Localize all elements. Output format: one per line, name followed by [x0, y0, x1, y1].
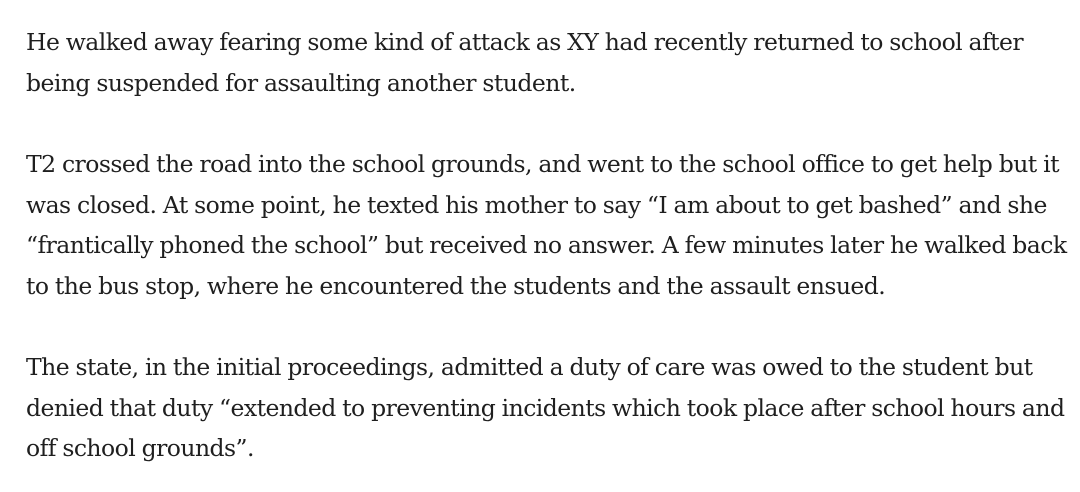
- paragraph-attack-fear: He walked away fearing some kind of attack as XY had recently returned to school after being suspended for assaulting another student.: [26, 28, 1024, 97]
- paragraph-school-office: T2 crossed the road into the school grounds, and went to the school office to get help but it was closed. At some point, he texted his mother to say “I am about to get bashed” and she “frantically phoned the school” but received no answer. A few minutes later he walked back to the bus stop, where he encountered the students and the assault ensued.: [26, 150, 1067, 300]
- paragraph-state-duty: The state, in the initial proceedings, admitted a duty of care was owed to the student but denied that duty “extended to preventing incidents which took place after school hours and off school grounds”.: [26, 353, 1065, 462]
- article-body: [26, 22, 1076, 469]
